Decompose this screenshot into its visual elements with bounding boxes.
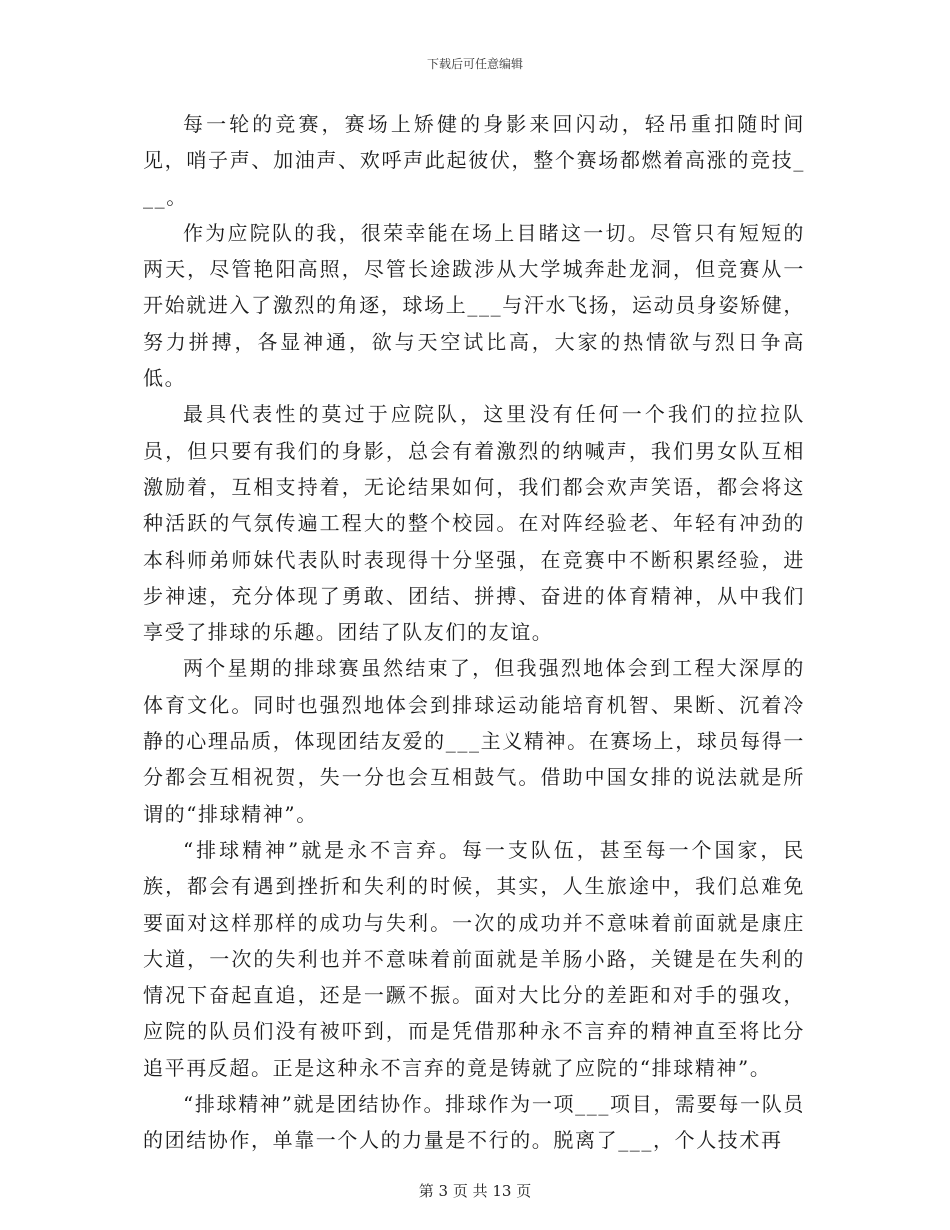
- paragraph-3: 最具代表性的莫过于应院队，这里没有任何一个我们的拉拉队员，但只要有我们的身影，总会有着激烈的纳喊声，我们男女队互相激励着，互相支持着，无论结果如何，我们都会欢声笑语，都会将这种活跃的气氛传遍工程大的整个校园。在对阵经验老、年轻有冲劲的本科师弟师妹代表队时表现得十分坚强，在竞赛中不断积累经验，进步神速，充分体现了勇敢、团结、拼搏、奋进的体育精神，从中我们享受了排球的乐趣。团结了队友们的友谊。: [143, 402, 805, 645]
- document-body: [143, 106, 805, 1159]
- page-header: 下载后可任意编辑: [426, 57, 523, 71]
- paragraph-1: 每一轮的竞赛，赛场上矫健的身影来回闪动，轻吊重扣随时间见，哨子声、加油声、欢呼声此起彼伏，整个赛场都燃着高涨的竞技___。: [143, 112, 805, 209]
- paragraph-2: 作为应院队的我，很荣幸能在场上目睹这一切。尽管只有短短的两天，尽管艳阳高照，尽管长途跋涉从大学城奔赴龙洞，但竞赛从一开始就进入了激烈的角逐，球场上___与汗水飞扬，运动员身姿矫健，努力拼搏，各显神通，欲与天空试比高，大家的热情欲与烈日争高低。: [143, 220, 805, 391]
- paragraph-5: “排球精神”就是永不言弃。每一支队伍，甚至每一个国家，民族，都会有遇到挫折和失利的时候，其实，人生旅途中，我们总难免要面对这样那样的成功与失利。一次的成功并不意味着前面就是康庄大道，一次的失利也并不意味着前面就是羊肠小路，关键是在失利的情况下奋起直追，还是一蹶不振。面对大比分的差距和对手的强攻，应院的队员们没有被吓到，而是凭借那种永不言弃的精神直至将比分追平再反超。正是这种永不言弃的竟是铸就了应院的“排球精神”。: [143, 837, 805, 1080]
- paragraph-4: 两个星期的排球赛虽然结束了，但我强烈地体会到工程大深厚的体育文化。同时也强烈地体会到排球运动能培育机智、果断、沉着冷静的心理品质，体现团结友爱的___主义精神。在赛场上，球员每得一分都会互相祝贺，失一分也会互相鼓气。借助中国女排的说法就是所谓的“排球精神”。: [143, 656, 805, 826]
- page-number-footer: 第 3 页 共 13 页: [418, 1182, 532, 1200]
- paragraph-6: “排球精神”就是团结协作。排球作为一项___项目，需要每一队员的团结协作，单靠一个人的力量是不行的。脱离了___，个人技术再: [143, 1092, 805, 1153]
